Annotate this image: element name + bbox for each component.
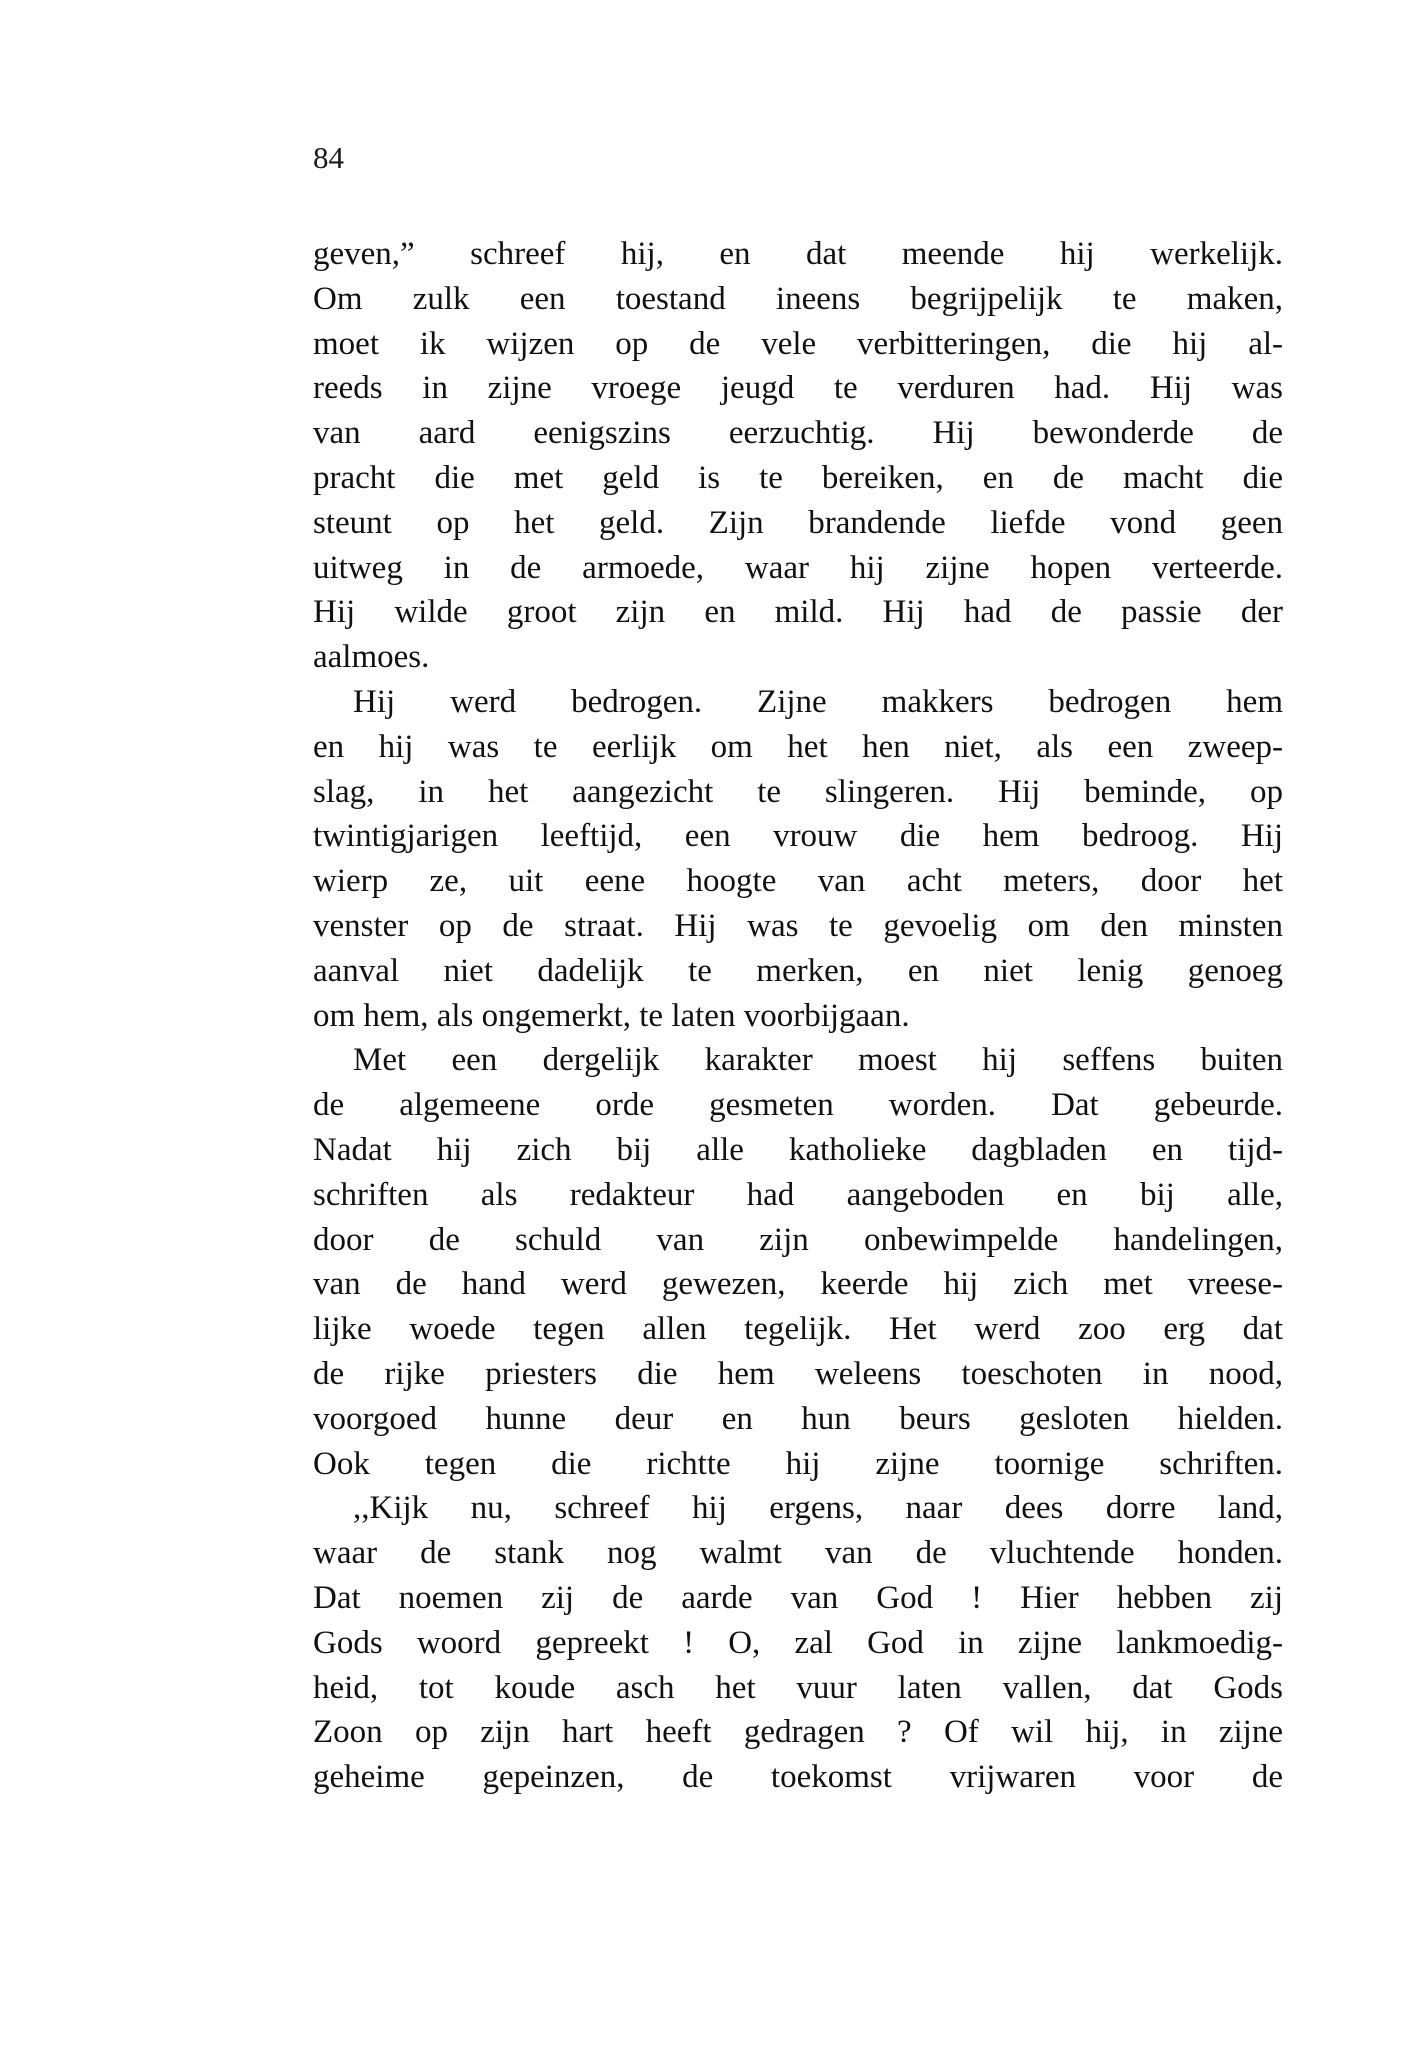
text-line: lijke woede tegen allen tegelijk. Het werd zoo erg dat: [313, 1311, 1283, 1348]
text-line: venster op de straat. Hij was te gevoelig om den minsten: [313, 907, 1283, 944]
text-line: geheime gepeinzen, de toekomst vrijwaren voor de: [313, 1759, 1283, 1796]
text-line: schriften als redakteur had aangeboden en bij alle,: [313, 1176, 1283, 1213]
text-line: Gods woord gepreekt ! O, zal God in zijne lankmoedig-: [313, 1624, 1283, 1661]
text-line: uitweg in de armoede, waar hij zijne hopen verteerde.: [313, 549, 1283, 586]
page-number: 84: [313, 140, 344, 175]
text-line: geven,” schreef hij, en dat meende hij werkelijk.: [313, 236, 1283, 272]
text-line: waar de stank nog walmt van de vluchtende honden.: [313, 1535, 1283, 1572]
text-line: pracht die met geld is te bereiken, en de macht die: [313, 459, 1283, 496]
text-line: aanval niet dadelijk te merken, en niet lenig genoeg: [313, 952, 1283, 989]
text-line: wierp ze, uit eene hoogte van acht meters, door het: [313, 863, 1283, 900]
text-line: Met een dergelijk karakter moest hij seffens buiten: [353, 1042, 1283, 1079]
text-line: Hij werd bedrogen. Zijne makkers bedrogen hem: [353, 683, 1283, 720]
text-line: van aard eenigszins eerzuchtig. Hij bewonderde de: [313, 415, 1283, 452]
text-line: door de schuld van zijn onbewimpelde handelingen,: [313, 1221, 1283, 1258]
text-line: aalmoes.: [313, 639, 430, 676]
text-line: steunt op het geld. Zijn brandende liefde vond geen: [313, 504, 1283, 541]
text-line: om hem, als ongemerkt, te laten voorbijgaan.: [313, 997, 910, 1034]
text-line: ,,Kijk nu, schreef hij ergens, naar dees dorre land,: [353, 1490, 1283, 1527]
text-line: Ook tegen die richtte hij zijne toornige schriften.: [313, 1445, 1283, 1482]
text-line: Hij wilde groot zijn en mild. Hij had de passie der: [313, 594, 1283, 631]
paragraph: [313, 680, 1283, 1038]
text-line: de rijke priesters die hem weleens toeschoten in nood,: [313, 1355, 1283, 1392]
text-line: slag, in het aangezicht te slingeren. Hij beminde, op: [313, 773, 1283, 810]
paragraph: [313, 1038, 1283, 1486]
text-line: de algemeene orde gesmeten worden. Dat gebeurde.: [313, 1087, 1283, 1124]
text-line: moet ik wijzen op de vele verbitteringen, die hij al-: [313, 325, 1283, 362]
paragraph: [313, 1486, 1283, 1800]
text-line: heid, tot koude asch het vuur laten vallen, dat Gods: [313, 1669, 1283, 1706]
body-text: [313, 232, 1283, 1800]
text-line: van de hand werd gewezen, keerde hij zich met vreese-: [313, 1266, 1283, 1303]
paragraph: [313, 232, 1283, 680]
text-line: en hij was te eerlijk om het hen niet, als een zweep-: [313, 728, 1283, 765]
text-line: voorgoed hunne deur en hun beurs gesloten hielden.: [313, 1400, 1283, 1437]
text-line: Om zulk een toestand ineens begrijpelijk te maken,: [313, 280, 1283, 317]
text-line: Dat noemen zij de aarde van God ! Hier hebben zij: [313, 1579, 1283, 1616]
text-line: Zoon op zijn hart heeft gedragen ? Of wil hij, in zijne: [313, 1714, 1283, 1751]
text-line: reeds in zijne vroege jeugd te verduren had. Hij was: [313, 370, 1283, 407]
text-line: Nadat hij zich bij alle katholieke dagbladen en tijd-: [313, 1131, 1283, 1168]
text-line: twintigjarigen leeftijd, een vrouw die hem bedroog. Hij: [313, 818, 1283, 855]
